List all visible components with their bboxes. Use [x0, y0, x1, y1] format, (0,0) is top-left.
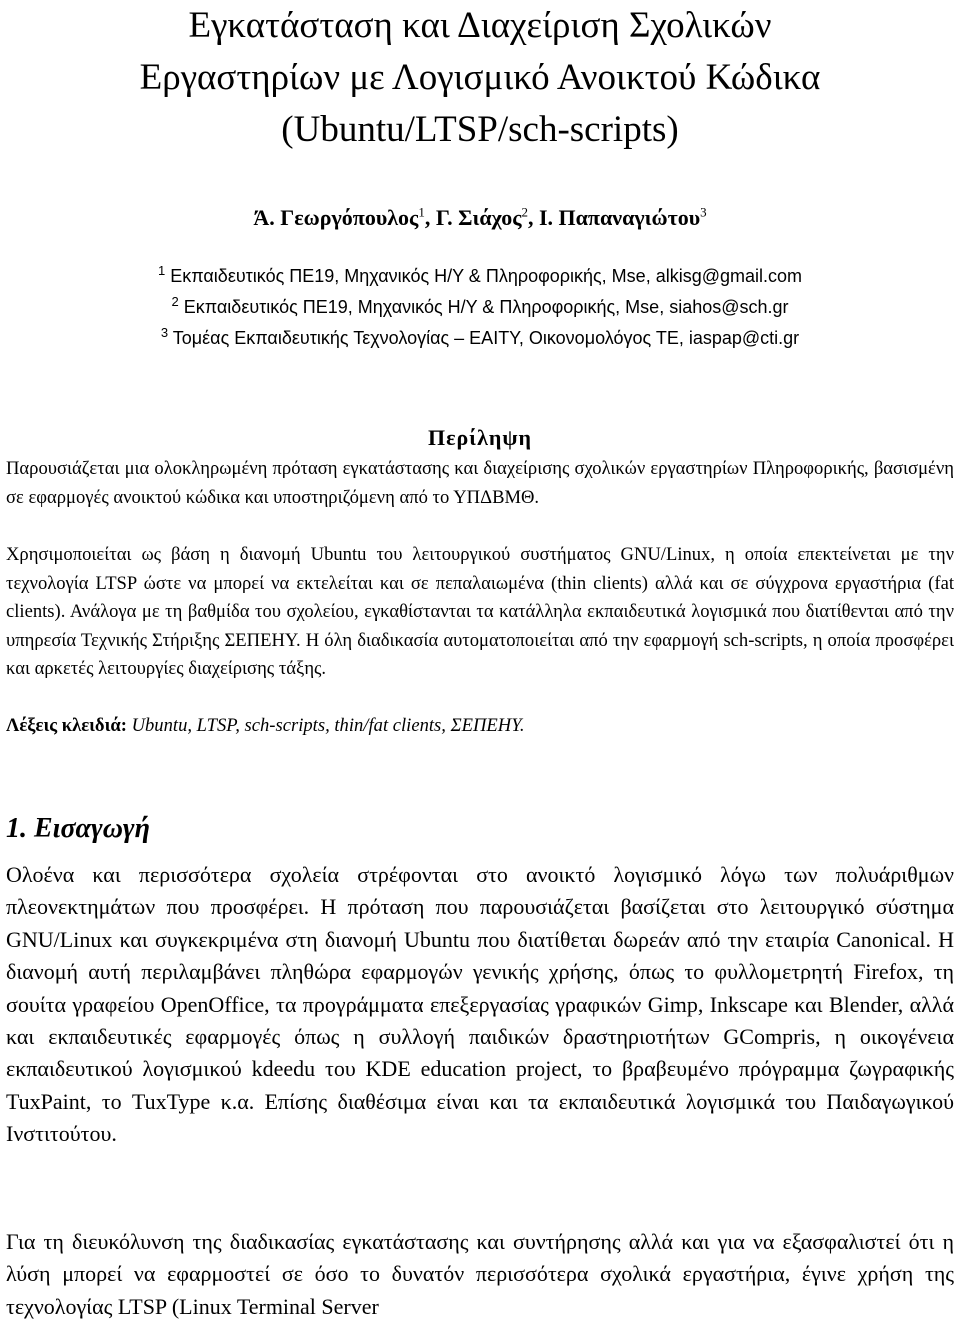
author-3: , Ι. Παπαναγιώτου [527, 205, 701, 230]
author-2: , Γ. Σιάχος [424, 205, 522, 230]
affiliation-2-text: Εκπαιδευτικός ΠΕ19, Μηχανικός Η/Υ & Πληροφορικής, Mse, siahos@sch.gr [183, 297, 789, 317]
affiliation-3 [0, 326, 960, 350]
author-3-mark: 3 [700, 204, 707, 220]
affiliation-1 [0, 264, 960, 288]
keywords-label: Λέξεις κλειδιά: [6, 715, 127, 736]
intro-paragraph-2: Για τη διευκόλυνση της διαδικασίας εγκατάστασης και συντήρησης αλλά και για να εξασφαλιστεί ότι η λύση μπορεί να εφαρμοστεί σε όσο το δυνατόν περισσότερα σχολικά εργαστήρια, έγινε χρήση της τεχνολογίας LTSP (Linux Terminal Server [6, 1229, 954, 1319]
affiliation-3-mark: 3 [160, 325, 169, 340]
keywords-list: Ubuntu, LTSP, sch-scripts, thin/fat clients, ΣΕΠΕΗΥ. [131, 715, 525, 736]
keywords [6, 712, 954, 741]
title-line-2: Εργαστηρίων με Λογισμικό Ανοικτού Κώδικα [139, 57, 821, 98]
title-line-1: Εγκατάσταση και Διαχείριση Σχολικών [188, 5, 772, 46]
intro-paragraph-1: Ολοένα και περισσότερα σχολεία στρέφονται στο ανοικτό λογισμικό λόγω των πολυάριθμων πλεονεκτημάτων που προσφέρει. Η πρόταση που παρουσιάζεται βασίζεται στο λειτουργικό σύστημα GNU/Linux και συγκεκριμένα στη διανομή Ubuntu που διατίθεται δωρεάν από την εταιρία Canonical. Η διανομή αυτή περιλαμβάνει πληθώρα εφαρμογών γενικής χρήσης, όπως το φυλλομετρητή Firefox, τη σουίτα γραφείου OpenOffice, τα προγράμματα επεξεργασίας γραφικών Gimp, Inkscape και Blender, αλλά και εκπαιδευτικές εφαρμογές όπως η συλλογή παιδικών δραστηριοτήτων GCompris, η οικογένεια εκπαιδευτικού λογισμικού kdeedu του KDE education project, το βραβευμένο πρόγραμμα ζωγραφικής TuxPaint, το TuxType κ.α. Επίσης διαθέσιμα είναι και τα εκπαιδευτικά λογισμικά του Παιδαγωγικού Ινστιτούτου. [6, 862, 954, 1147]
affiliation-1-text: Εκπαιδευτικός ΠΕ19, Μηχανικός Η/Υ & Πληροφορικής, Mse, alkisg@gmail.com [170, 266, 803, 286]
abstract-paragraph-2: Χρησιμοποιείται ως βάση η διανομή Ubuntu του λειτουργικού συστήματος GNU/Linux, η οποία επεκτείνεται με την τεχνολογία LTSP ώστε να μπορεί να εκτελείται και σε πεπαλαιωμένα (thin clients) αλλά και σε σύγχρονα εργαστήρια (fat clients). Ανάλογα με τη βαθμίδα του σχολείου, εγκαθίστανται τα κατάλληλα εκπαιδευτικά λογισμικά που διατίθενται από την υπηρεσία Τεχνικής Στήριξης ΣΕΠΕΗΥ. Η όλη διαδικασία αυτοματοποιείται από την εφαρμογή sch-scripts, η οποία προσφέρει και αρκετές λειτουργίες διαχείρισης τάξης. [6, 544, 954, 679]
author-1: Ά. Γεωργόπουλος [253, 205, 419, 230]
affiliation-1-mark: 1 [157, 263, 166, 278]
abstract-heading: Περίληψη [427, 425, 533, 450]
paper-title [0, 0, 960, 156]
abstract-paragraph-1: Παρουσιάζεται μια ολοκληρωμένη πρόταση εγκατάστασης και διαχείρισης σχολικών εργαστηρίων Πληροφορικής, βασισμένη σε εφαρμογές ανοικτού κώδικα και υποστηριζόμενη από το ΥΠΔΒΜΘ. [6, 458, 954, 508]
section-heading-introduction: 1. Εισαγωγή [6, 813, 150, 844]
author-1-mark: 1 [418, 204, 425, 220]
affiliation-2-mark: 2 [171, 294, 179, 309]
title-line-3: (Ubuntu/LTSP/sch-scripts) [281, 109, 679, 150]
affiliation-3-text: Τομέας Εκπαιδευτικής Τεχνολογίας – ΕΑΙΤΥ, Οικονομολόγος ΤΕ, iaspap@cti.gr [172, 328, 800, 348]
affiliation-2 [0, 295, 960, 319]
author-list [0, 203, 960, 233]
author-2-mark: 2 [521, 204, 528, 220]
